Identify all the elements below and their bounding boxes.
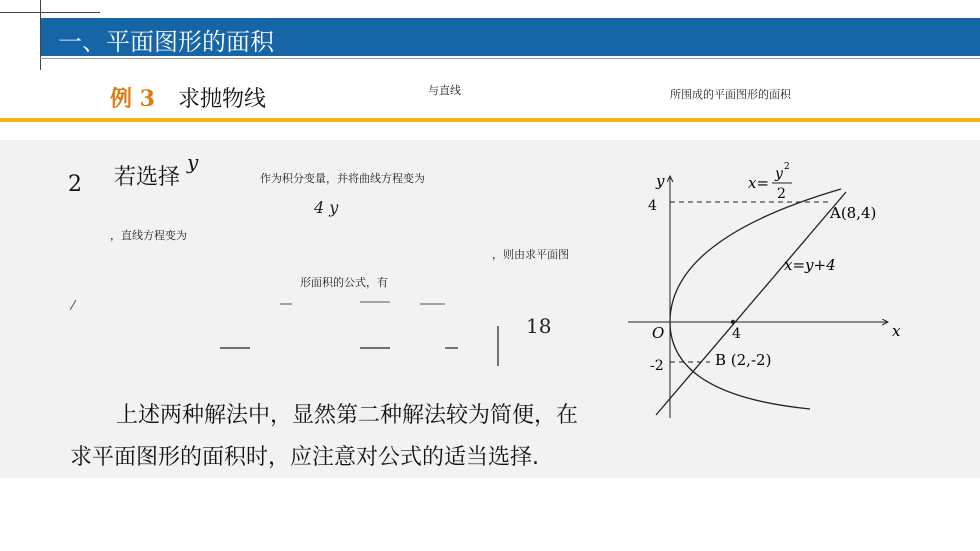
header-underline — [40, 58, 980, 59]
curve-equation-denominator: 2 — [777, 186, 786, 202]
axis-label-x: x — [892, 322, 901, 340]
conclusion-line-1: 上述两种解法中，显然第二种解法较为简便，在 — [116, 403, 579, 428]
axis-label-y: y — [656, 172, 665, 190]
example-label: 例 3 — [110, 86, 155, 112]
accent-divider — [0, 118, 980, 122]
solution-choose: 若选择 — [114, 165, 181, 190]
example-tail: 所围成的平面图形的面积 — [670, 88, 791, 101]
parabola-line-graph — [620, 150, 940, 430]
tick-label-x-4: 4 — [732, 326, 741, 342]
formula-result: 18 — [526, 314, 552, 338]
corner-horizontal-line — [0, 12, 100, 13]
solution-line-eq-text: ，直线方程变为 — [110, 229, 187, 242]
curve-equation-exponent: 2 — [784, 162, 790, 172]
solution-number: 2 — [68, 172, 82, 197]
line-x-eq-y-plus-4 — [656, 192, 846, 415]
tick-label-y-4: 4 — [648, 198, 657, 214]
tick-label-y-neg2: -2 — [650, 358, 664, 374]
conclusion-line-2: 求平面图形的面积时，应注意对公式的适当选择. — [70, 445, 539, 470]
solution-choose-var: y — [187, 150, 199, 174]
point-b-label: B (2,-2) — [715, 351, 772, 369]
origin-label: O — [652, 324, 665, 342]
corner-vertical-line — [40, 0, 41, 70]
line-equation-label: x=y+4 — [784, 256, 836, 274]
point-a-label: A(8,4) — [830, 204, 877, 222]
example-with-line: 与直线 — [428, 84, 461, 97]
point-x-intercept — [731, 320, 735, 324]
section-title: 一、平面图形的面积 — [58, 28, 274, 56]
solution-formula-text: 形面积的公式，有 — [300, 276, 388, 289]
curve-equation-numerator: y — [775, 166, 783, 182]
curve-equation-label: x= — [748, 174, 770, 192]
solution-eq-fragment: 4 y — [314, 198, 339, 217]
solution-as-var-text: 作为积分变量，并将曲线方程变为 — [260, 172, 425, 185]
example-title: 求抛物线 — [178, 87, 267, 112]
solution-then-text: ，则由求平面图 — [492, 248, 569, 261]
